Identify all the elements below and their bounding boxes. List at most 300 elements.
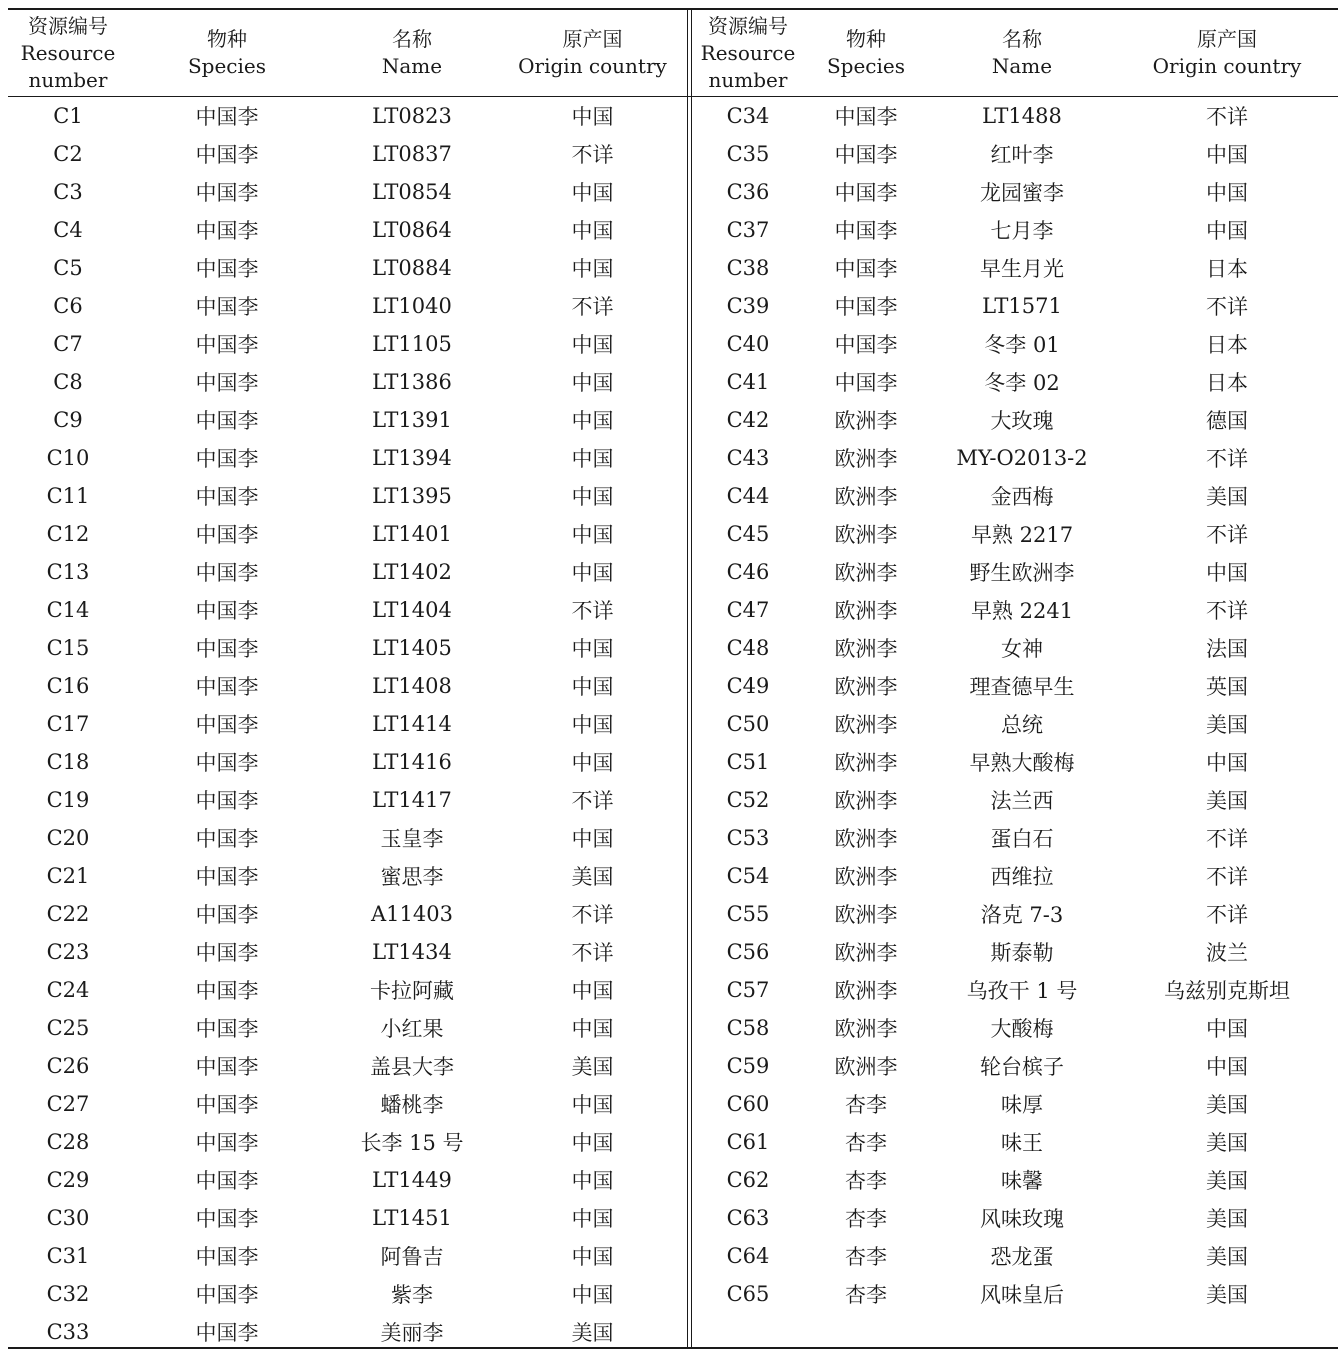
cell-resource-number: C33	[46, 1320, 90, 1344]
header-zh: 原产国	[1197, 27, 1257, 51]
header-en: Origin country	[518, 54, 667, 78]
right-half	[692, 10, 1338, 1307]
table-row	[8, 439, 687, 477]
header-en: number	[28, 67, 108, 92]
cell-resource-number: C57	[726, 978, 770, 1002]
header-resource-number	[8, 13, 128, 94]
table-row	[692, 173, 1338, 211]
cell-species: 中国李	[195, 523, 259, 547]
cell-resource-number: C14	[46, 598, 90, 622]
cell-species: 欧洲李	[834, 1017, 898, 1041]
cell-name: 冬李 01	[984, 333, 1060, 357]
cell-name: 风味玫瑰	[980, 1207, 1064, 1231]
cell-resource-number: C15	[46, 636, 90, 660]
cell-origin-country: 中国	[571, 1093, 614, 1117]
cell-origin-country: 不详	[1206, 105, 1248, 129]
cell-name: 阿鲁吉	[380, 1245, 444, 1269]
header-row	[8, 10, 687, 96]
cell-origin-country: 中国	[571, 523, 614, 547]
header-en: Origin country	[1152, 54, 1302, 78]
cell-species: 欧洲李	[834, 485, 898, 509]
cell-origin-country: 中国	[1206, 143, 1248, 167]
cell-name: 小红果	[380, 1017, 444, 1041]
cell-name: 早熟 2217	[970, 523, 1074, 547]
cell-name: LT1404	[372, 598, 452, 622]
cell-origin-country: 中国	[571, 447, 614, 471]
left-table-body	[8, 97, 687, 1351]
table-row	[8, 971, 687, 1009]
table-row	[8, 1085, 687, 1123]
cell-resource-number: C59	[726, 1054, 770, 1078]
cell-species: 欧洲李	[834, 903, 898, 927]
cell-name: LT1402	[372, 560, 452, 584]
cell-name: 乌孜干 1 号	[966, 979, 1078, 1003]
cell-name: 大玫瑰	[990, 409, 1054, 433]
cell-resource-number: C42	[726, 408, 770, 432]
cell-origin-country: 中国	[1206, 1055, 1248, 1079]
cell-resource-number: C43	[726, 446, 770, 470]
cell-origin-country: 不详	[1206, 295, 1248, 319]
table-row	[692, 1047, 1338, 1085]
table-row	[692, 1199, 1338, 1237]
cell-resource-number: C7	[53, 332, 83, 356]
cell-origin-country: 不详	[571, 599, 614, 623]
cell-resource-number: C37	[726, 218, 770, 242]
cell-species: 欧洲李	[834, 561, 898, 585]
table-row	[8, 667, 687, 705]
table-row	[8, 629, 687, 667]
cell-name: 早生月光	[980, 257, 1064, 281]
cell-name: LT1040	[372, 294, 452, 318]
cell-origin-country: 中国	[1206, 1017, 1248, 1041]
cell-origin-country: 中国	[1206, 219, 1248, 243]
cell-name: 冬李 02	[984, 371, 1060, 395]
cell-origin-country: 中国	[571, 1169, 614, 1193]
table-row	[692, 895, 1338, 933]
cell-resource-number: C55	[726, 902, 770, 926]
cell-origin-country: 中国	[571, 713, 614, 737]
cell-resource-number: C48	[726, 636, 770, 660]
cell-resource-number: C52	[726, 788, 770, 812]
cell-origin-country: 中国	[571, 827, 614, 851]
cell-name: 七月李	[990, 219, 1054, 243]
cell-origin-country: 日本	[1206, 333, 1248, 357]
table-row	[692, 971, 1338, 1009]
cell-name: LT1434	[372, 940, 452, 964]
cell-species: 中国李	[195, 295, 259, 319]
cell-species: 中国李	[195, 1169, 259, 1193]
cell-name: A11403	[371, 902, 453, 926]
cell-name: 味王	[1001, 1131, 1043, 1155]
cell-origin-country: 美国	[1206, 1283, 1248, 1307]
cell-species: 中国李	[195, 1283, 259, 1307]
cell-name: 蟠桃李	[380, 1093, 444, 1117]
cell-name: LT1395	[372, 484, 452, 508]
cell-resource-number: C21	[46, 864, 90, 888]
cell-resource-number: C8	[53, 370, 83, 394]
cell-name: LT1394	[372, 446, 452, 470]
header-en: Species	[826, 54, 906, 78]
table-row	[692, 591, 1338, 629]
header-zh: 原产国	[562, 27, 623, 51]
cell-origin-country: 日本	[1206, 257, 1248, 281]
cell-origin-country: 中国	[1206, 561, 1248, 585]
cell-resource-number: C2	[53, 142, 83, 166]
table-row	[692, 477, 1338, 515]
table-row	[8, 211, 687, 249]
cell-origin-country: 中国	[571, 333, 614, 357]
cell-resource-number: C61	[726, 1130, 770, 1154]
cell-species: 中国李	[195, 181, 259, 205]
cell-origin-country: 中国	[571, 1017, 614, 1041]
table-row	[692, 439, 1338, 477]
table-row	[692, 363, 1338, 401]
header-en: Resource	[700, 40, 796, 65]
cell-species: 欧洲李	[834, 675, 898, 699]
cell-species: 中国李	[195, 827, 259, 851]
table-row	[692, 819, 1338, 857]
table-row	[8, 1275, 687, 1313]
cell-name: MY-O2013-2	[956, 446, 1088, 470]
cell-name: 蜜思李	[380, 865, 444, 889]
table-row	[692, 249, 1338, 287]
table-row	[8, 933, 687, 971]
cell-name: 理查德早生	[969, 675, 1075, 699]
cell-species: 欧洲李	[834, 599, 898, 623]
cell-origin-country: 中国	[1206, 751, 1248, 775]
table-row	[8, 515, 687, 553]
cell-species: 欧洲李	[834, 523, 898, 547]
cell-origin-country: 不详	[1206, 865, 1248, 889]
header-zh: 资源编号	[708, 13, 788, 38]
cell-species: 欧洲李	[834, 827, 898, 851]
cell-resource-number: C49	[726, 674, 770, 698]
cell-origin-country: 中国	[571, 979, 614, 1003]
cell-resource-number: C36	[726, 180, 770, 204]
table-row	[8, 1313, 687, 1351]
header-origin-country	[1116, 26, 1338, 80]
cell-origin-country: 德国	[1206, 409, 1248, 433]
header-en: Name	[991, 54, 1053, 78]
cell-species: 中国李	[195, 675, 259, 699]
cell-origin-country: 美国	[1206, 1207, 1248, 1231]
cell-name: 玉皇李	[380, 827, 444, 851]
cell-origin-country: 中国	[571, 751, 614, 775]
cell-origin-country: 日本	[1206, 371, 1248, 395]
cell-species: 中国李	[195, 1017, 259, 1041]
cell-name: LT1451	[372, 1206, 452, 1230]
cell-name: LT1449	[372, 1168, 452, 1192]
header-zh: 名称	[1002, 27, 1042, 51]
cell-species: 中国李	[195, 1131, 259, 1155]
cell-origin-country: 中国	[571, 1207, 614, 1231]
cell-resource-number: C63	[726, 1206, 770, 1230]
cell-species: 中国李	[195, 637, 259, 661]
cell-resource-number: C60	[726, 1092, 770, 1116]
cell-name: 女神	[1001, 637, 1043, 661]
header-en: number	[708, 67, 788, 92]
table-row	[692, 667, 1338, 705]
cell-name: 味厚	[1001, 1093, 1043, 1117]
cell-resource-number: C27	[46, 1092, 90, 1116]
cell-species: 杏李	[845, 1245, 887, 1269]
cell-resource-number: C65	[726, 1282, 770, 1306]
cell-species: 中国李	[195, 219, 259, 243]
cell-resource-number: C18	[46, 750, 90, 774]
cell-resource-number: C35	[726, 142, 770, 166]
cell-origin-country: 不详	[1206, 523, 1248, 547]
cell-species: 欧洲李	[834, 409, 898, 433]
header-name	[326, 26, 498, 80]
cell-name: LT0837	[372, 142, 452, 166]
column-divider	[687, 9, 688, 1348]
cell-species: 中国李	[834, 333, 898, 357]
cell-species: 中国李	[195, 751, 259, 775]
cell-origin-country: 法国	[1206, 637, 1248, 661]
table-row	[8, 743, 687, 781]
cell-origin-country: 不详	[571, 941, 614, 965]
header-row	[692, 10, 1338, 96]
cell-species: 中国李	[834, 371, 898, 395]
cell-species: 中国李	[834, 105, 898, 129]
cell-origin-country: 英国	[1206, 675, 1248, 699]
cell-origin-country: 美国	[571, 1055, 614, 1079]
header-zh: 名称	[392, 27, 432, 51]
table-row	[692, 1275, 1338, 1313]
cell-resource-number: C46	[726, 560, 770, 584]
cell-name: 红叶李	[990, 143, 1054, 167]
table-row	[692, 135, 1338, 173]
cell-name: LT1408	[372, 674, 452, 698]
table-row	[8, 705, 687, 743]
cell-resource-number: C62	[726, 1168, 770, 1192]
cell-resource-number: C20	[46, 826, 90, 850]
cell-resource-number: C30	[46, 1206, 90, 1230]
cell-origin-country: 美国	[1206, 485, 1248, 509]
cell-name: 风味皇后	[980, 1283, 1064, 1307]
cell-origin-country: 中国	[571, 371, 614, 395]
cell-resource-number: C40	[726, 332, 770, 356]
cell-name: 早熟大酸梅	[969, 751, 1075, 775]
cell-origin-country: 中国	[571, 675, 614, 699]
table-row	[8, 1237, 687, 1275]
cell-species: 中国李	[195, 865, 259, 889]
cell-resource-number: C45	[726, 522, 770, 546]
cell-resource-number: C26	[46, 1054, 90, 1078]
cell-origin-country: 中国	[571, 1245, 614, 1269]
cell-resource-number: C44	[726, 484, 770, 508]
cell-origin-country: 不详	[1206, 599, 1248, 623]
cell-resource-number: C50	[726, 712, 770, 736]
cell-species: 中国李	[834, 295, 898, 319]
cell-name: LT1488	[982, 104, 1062, 128]
cell-origin-country: 不详	[571, 903, 614, 927]
cell-resource-number: C13	[46, 560, 90, 584]
table-row	[692, 705, 1338, 743]
cell-name: LT1105	[372, 332, 452, 356]
cell-resource-number: C3	[53, 180, 83, 204]
table-row	[8, 553, 687, 591]
cell-origin-country: 中国	[571, 105, 614, 129]
table-row	[8, 1123, 687, 1161]
table-row	[8, 325, 687, 363]
cell-name: LT1401	[372, 522, 452, 546]
table-row	[692, 1237, 1338, 1275]
cell-resource-number: C47	[726, 598, 770, 622]
cell-species: 杏李	[845, 1207, 887, 1231]
cell-name: 斯泰勒	[990, 941, 1054, 965]
cell-species: 中国李	[195, 485, 259, 509]
cell-species: 欧洲李	[834, 637, 898, 661]
cell-species: 中国李	[195, 789, 259, 813]
table-row	[8, 401, 687, 439]
cell-resource-number: C56	[726, 940, 770, 964]
cell-resource-number: C31	[46, 1244, 90, 1268]
cell-species: 中国李	[195, 409, 259, 433]
cell-name: 洛克 7-3	[980, 903, 1064, 927]
cell-origin-country: 中国	[571, 181, 614, 205]
table-row	[692, 933, 1338, 971]
cell-resource-number: C19	[46, 788, 90, 812]
cell-origin-country: 不详	[571, 143, 614, 167]
cell-species: 中国李	[195, 143, 259, 167]
left-half	[8, 10, 687, 1345]
cell-origin-country: 美国	[1206, 1245, 1248, 1269]
cell-name: 法兰西	[990, 789, 1054, 813]
cell-species: 中国李	[195, 599, 259, 623]
cell-species: 中国李	[834, 143, 898, 167]
cell-species: 中国李	[195, 257, 259, 281]
cell-species: 欧洲李	[834, 979, 898, 1003]
cell-species: 欧洲李	[834, 789, 898, 813]
table-row	[8, 895, 687, 933]
cell-name: 恐龙蛋	[990, 1245, 1054, 1269]
table-row	[8, 819, 687, 857]
table-row	[692, 629, 1338, 667]
cell-species: 杏李	[845, 1131, 887, 1155]
header-en: Resource	[20, 40, 116, 65]
cell-name: 卡拉阿藏	[370, 979, 454, 1003]
cell-species: 欧洲李	[834, 447, 898, 471]
table-row	[8, 1009, 687, 1047]
cell-origin-country: 中国	[571, 409, 614, 433]
table-row	[8, 591, 687, 629]
cell-species: 中国李	[195, 1207, 259, 1231]
table-row	[692, 1009, 1338, 1047]
cell-resource-number: C25	[46, 1016, 90, 1040]
cell-species: 欧洲李	[834, 941, 898, 965]
cell-origin-country: 中国	[571, 1131, 614, 1155]
cell-origin-country: 不详	[1206, 827, 1248, 851]
table-row	[692, 515, 1338, 553]
cell-resource-number: C12	[46, 522, 90, 546]
table-row	[8, 135, 687, 173]
table-row	[8, 249, 687, 287]
cell-resource-number: C38	[726, 256, 770, 280]
cell-species: 中国李	[195, 333, 259, 357]
table-row	[692, 553, 1338, 591]
cell-name: LT0823	[372, 104, 452, 128]
cell-resource-number: C11	[46, 484, 90, 508]
cell-resource-number: C64	[726, 1244, 770, 1268]
cell-name: 总统	[1001, 713, 1043, 737]
header-en: Species	[187, 54, 267, 78]
cell-species: 中国李	[195, 371, 259, 395]
table-row	[8, 287, 687, 325]
cell-name: 长李 15 号	[360, 1131, 464, 1155]
cell-origin-country: 美国	[571, 865, 614, 889]
table-row	[692, 97, 1338, 135]
cell-resource-number: C24	[46, 978, 90, 1002]
cell-resource-number: C9	[53, 408, 83, 432]
cell-origin-country: 不详	[1206, 903, 1248, 927]
cell-name: LT0884	[372, 256, 452, 280]
cell-species: 欧洲李	[834, 1055, 898, 1079]
table-row	[692, 781, 1338, 819]
cell-origin-country: 中国	[571, 257, 614, 281]
header-species	[128, 26, 326, 80]
cell-species: 杏李	[845, 1283, 887, 1307]
table-row	[8, 1161, 687, 1199]
table-row	[692, 743, 1338, 781]
cell-species: 杏李	[845, 1169, 887, 1193]
cell-resource-number: C54	[726, 864, 770, 888]
cell-resource-number: C28	[46, 1130, 90, 1154]
cell-name: 蛋白石	[990, 827, 1054, 851]
cell-origin-country: 中国	[571, 485, 614, 509]
cell-resource-number: C32	[46, 1282, 90, 1306]
table-row	[8, 781, 687, 819]
table-row	[8, 173, 687, 211]
cell-resource-number: C51	[726, 750, 770, 774]
cell-species: 中国李	[195, 1321, 259, 1345]
cell-resource-number: C29	[46, 1168, 90, 1192]
cell-species: 中国李	[195, 1245, 259, 1269]
table-row	[8, 1047, 687, 1085]
cell-origin-country: 中国	[571, 561, 614, 585]
cell-origin-country: 中国	[571, 1283, 614, 1307]
cell-species: 中国李	[195, 979, 259, 1003]
header-zh: 资源编号	[28, 13, 108, 38]
cell-origin-country: 美国	[1206, 1169, 1248, 1193]
cell-species: 中国李	[195, 903, 259, 927]
cell-resource-number: C16	[46, 674, 90, 698]
cell-name: 盖县大李	[370, 1055, 454, 1079]
cell-name: LT1416	[372, 750, 452, 774]
cell-name: 龙园蜜李	[980, 181, 1064, 205]
header-zh: 物种	[207, 27, 247, 51]
cell-origin-country: 不详	[571, 295, 614, 319]
cell-resource-number: C22	[46, 902, 90, 926]
table-row	[692, 211, 1338, 249]
cell-species: 中国李	[195, 105, 259, 129]
table-row	[692, 1123, 1338, 1161]
cell-name: 金西梅	[990, 485, 1054, 509]
cell-species: 欧洲李	[834, 865, 898, 889]
cell-origin-country: 波兰	[1206, 941, 1248, 965]
cell-name: LT1414	[372, 712, 452, 736]
cell-name: 早熟 2241	[970, 599, 1074, 623]
cell-species: 中国李	[195, 1093, 259, 1117]
cell-resource-number: C10	[46, 446, 90, 470]
cell-origin-country: 美国	[571, 1321, 614, 1345]
cell-resource-number: C4	[53, 218, 83, 242]
cell-name: 野生欧洲李	[969, 561, 1075, 585]
cell-name: 轮台槟子	[980, 1055, 1064, 1079]
cell-species: 中国李	[195, 713, 259, 737]
cell-origin-country: 美国	[1206, 789, 1248, 813]
cell-name: 味馨	[1001, 1169, 1043, 1193]
